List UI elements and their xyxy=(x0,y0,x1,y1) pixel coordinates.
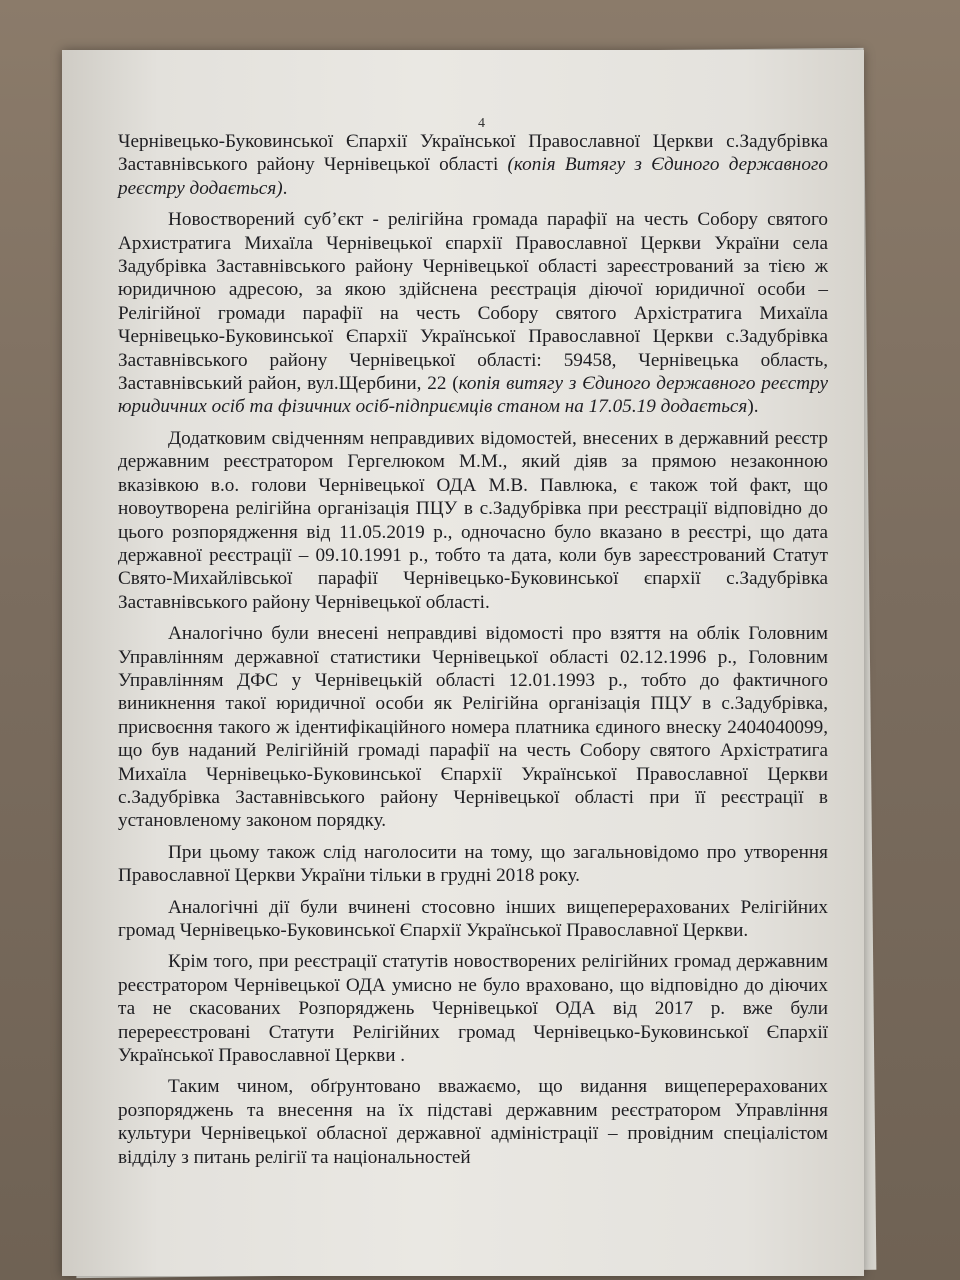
paragraph-2: Новостворений суб’єкт - релігійна громада парафії на честь Собору святого Архистратига Михаїла Чернівецької єпархії Православної Церкви України села Задубрівка Заставнівського району Чернівецької області зареєстрований за тією ж юридичною адресою, за якою здійснена реєстрація діючої юридичної особи – Релігійної громади парафії на честь Собору святого Архістратига Михаїла Чернівецько-Буковинської Єпархії Української Православної Церкви с.Задубрівка Заставнівського району Чернівецької області: 59458, Чернівецька область, Заставнівський район, вул.Щербини, 22 (копія витягу з Єдиного державного реєстру юридичних осіб та фізичних осіб-підприємців станом на 17.05.19 додається). xyxy=(118,209,828,418)
document-body xyxy=(118,130,828,1169)
paragraph-7: Крім того, при реєстрації статутів новостворених релігійних громад державним реєстратором Чернівецької ОДА умисно не було враховано, що відповідно до діючих та не скасованих Розпоряджень Чернівецької ОДА від 2017 р. вже були перереєстровані Статути Релігійних громад Чернівецько-Буковинської Єпархії Української Православної Церкви . xyxy=(118,951,828,1067)
page-number: 4 xyxy=(478,116,485,131)
paragraph-8: Таким чином, обґрунтовано вважаємо, що видання вищеперерахованих розпоряджень та внесення на їх підставі державним реєстратором Управління культури Чернівецької обласної державної адміністрації – провідним спеціалістом відділу з питань релігії та національностей xyxy=(118,1076,828,1168)
paragraph-5: При цьому також слід наголосити на тому, що загальновідомо про утворення Православної Церкви України тільки в грудні 2018 року. xyxy=(118,841,828,887)
paragraph-6: Аналогічні дії були вчинені стосовно інших вищеперерахованих Релігійних громад Чернівецько-Буковинської Єпархії Української Православної Церкви. xyxy=(118,896,828,941)
paragraph-3: Додатковим свідченням неправдивих відомостей, внесених в державний реєстр державним реєстратором Гергелюком М.М., який діяв за прямою незаконною вказівкою в.о. голови Чернівецької ОДА М.В. Павлюка, є також той факт, що новоутворена релігійна організація ПЦУ в с.Задубрівка при реєстрації відповідно до цього розпорядження від 11.05.2019 р., одночасно було вказано в реєстрі, що дата державної реєстрації – 09.10.1991 р., тобто та дата, коли був зареєстрований Статут Свято-Михайлівської парафії Чернівецько-Буковинської єпархії с.Задубрівка Заставнівського району Чернівецької області. xyxy=(118,427,828,613)
paragraph-1: Чернівецько-Буковинської Єпархії Української Православної Церкви с.Задубрівка Заставнівського району Чернівецької області (копія Витягу з Єдиного державного реєстру додається). xyxy=(118,131,828,199)
paragraph-4: Аналогічно були внесені неправдиві відомості про взяття на облік Головним Управлінням державної статистики Чернівецької області 02.12.1996 р., Головним Управлінням ДФС у Чернівецькій області 12.01.1993 р., тобто до фактичного виникнення такої юридичної особи як Релігійна організація ПЦУ в с.Задубрівка, присвоєння такого ж ідентифікаційного номера платника єдиного внеску 2404040099, що був наданий Релігійній громаді парафії на честь Собору святого Архістратига Михаїла Чернівецько-Буковинської Єпархії Української Православної Церкви с.Задубрівка Заставнівського району Чернівецької області при її реєстрації в установленому законом порядку. xyxy=(118,623,828,832)
